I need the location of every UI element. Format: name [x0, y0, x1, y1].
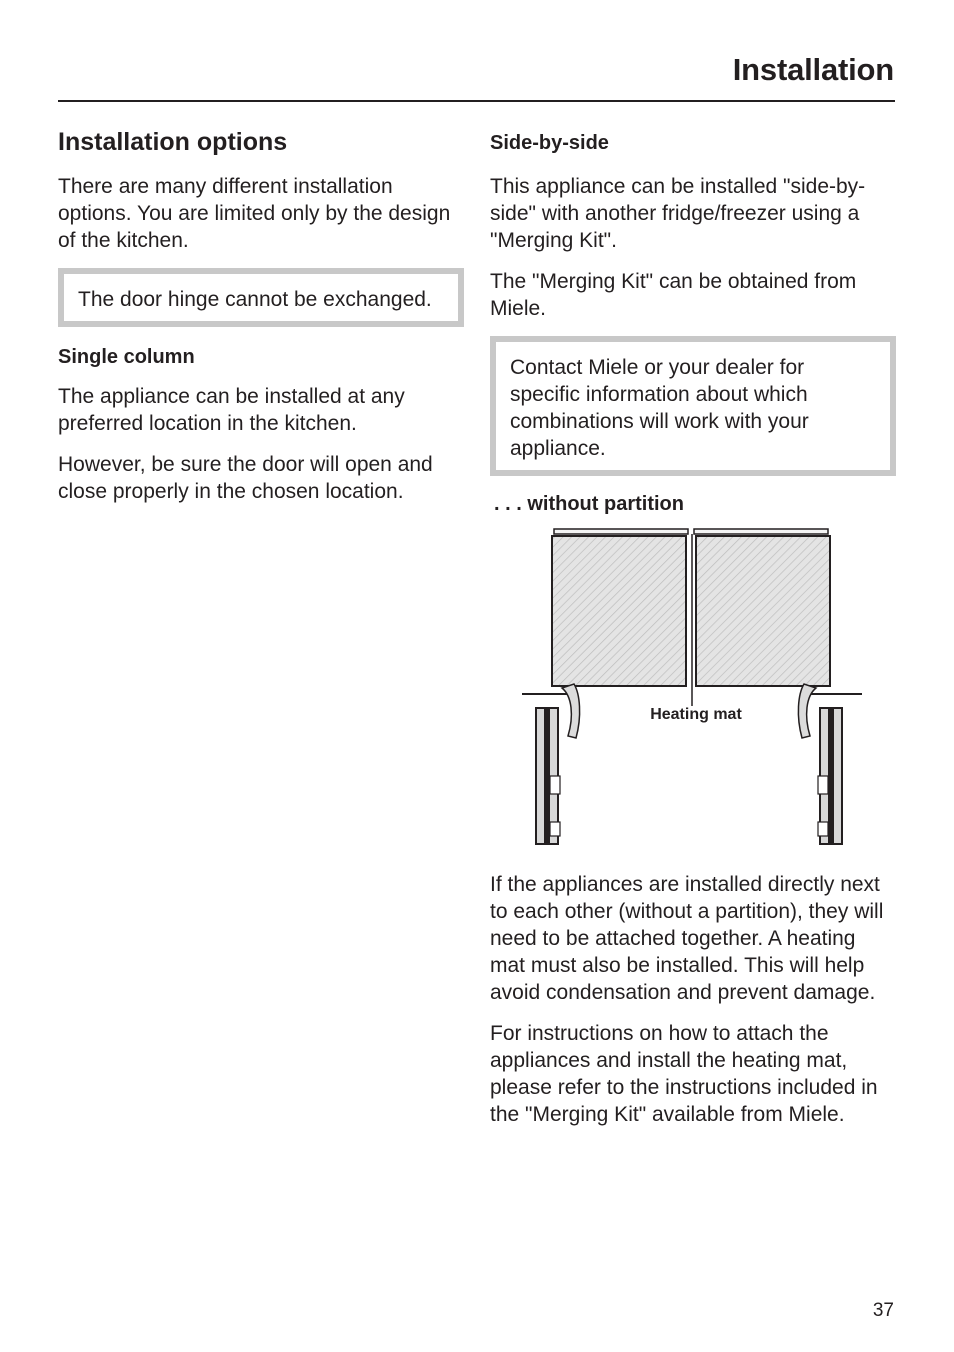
left-door-bracket-lower — [550, 822, 560, 836]
page-number: 37 — [872, 1300, 894, 1321]
right-column — [490, 125, 896, 1142]
without-partition-paragraph-1: If the appliances are installed directly next to each other (without a partition), they will need to be attached together. A heating mat must also be installed. This will help avoid condensation and prevent damage. — [490, 873, 884, 1004]
left-appliance — [552, 536, 686, 686]
side-by-side-paragraph-1: This appliance can be installed "side-by-side" with another fridge/freezer using a "Merging Kit". — [490, 175, 866, 252]
single-column-heading: Single column — [58, 346, 195, 368]
right-appliance — [696, 536, 830, 686]
hinge-notice: The door hinge cannot be exchanged. — [58, 268, 464, 327]
title-rule — [58, 100, 895, 102]
without-partition-paragraph-2: For instructions on how to attach the appliances and install the heating mat, please refer to the instructions included in the "Merging Kit" available from Miele. — [490, 1022, 878, 1126]
heating-mat-label: Heating mat — [650, 706, 742, 723]
intro-paragraph: There are many different installation options. You are limited only by the design of the kitchen. — [58, 175, 451, 252]
side-by-side-heading: Side-by-side — [490, 132, 609, 154]
right-hinge — [798, 684, 816, 738]
single-column-paragraph-2: However, be sure the door will open and close properly in the chosen location. — [58, 453, 433, 503]
right-top-edge — [694, 529, 828, 534]
section-heading: Installation options — [58, 128, 288, 156]
right-door-bracket-lower — [818, 822, 828, 836]
page-title: Installation — [732, 52, 894, 87]
single-column-paragraph-1: The appliance can be installed at any preferred location in the kitchen. — [58, 385, 405, 435]
left-door-bracket — [550, 776, 560, 794]
without-partition-heading: . . . without partition — [494, 493, 684, 515]
left-column — [58, 125, 464, 519]
left-hinge — [562, 684, 580, 738]
right-door-rail — [828, 708, 834, 844]
left-door-rail — [544, 708, 550, 844]
right-door-bracket — [818, 776, 828, 794]
left-top-edge — [554, 529, 688, 534]
side-by-side-paragraph-2: The "Merging Kit" can be obtained from Miele. — [490, 270, 857, 320]
contact-notice: Contact Miele or your dealer for specific information about which combinations will work with your appliance. — [490, 336, 896, 476]
side-by-side-illustration — [514, 526, 864, 848]
